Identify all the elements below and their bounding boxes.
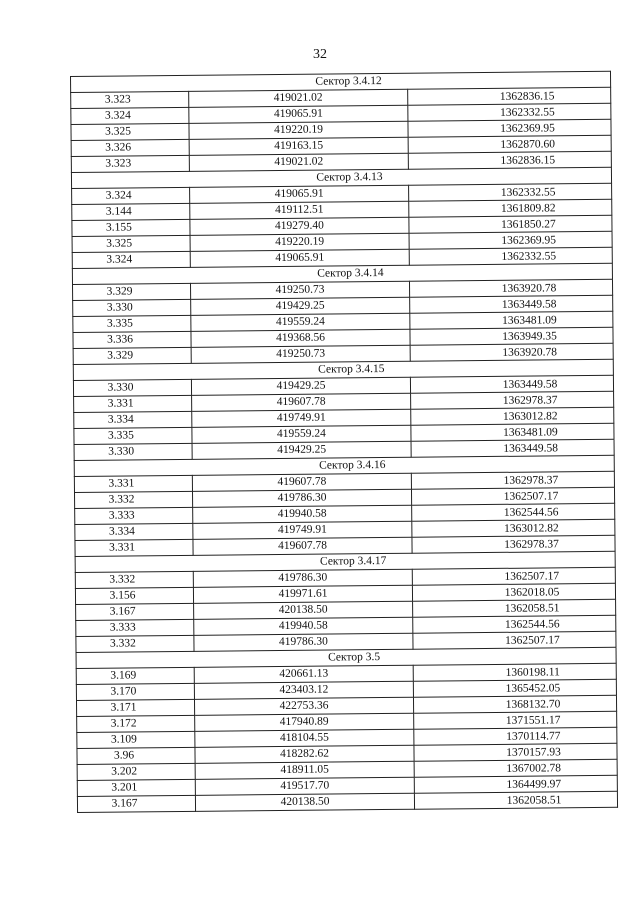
x-coordinate-cell: 423403.12	[194, 681, 413, 699]
x-coordinate-cell: 419250.73	[190, 281, 409, 299]
x-coordinate-cell: 419517.70	[195, 777, 414, 795]
y-coordinate-cell: 1362544.56	[413, 615, 616, 633]
x-coordinate-cell: 419607.78	[193, 537, 412, 555]
sector-title: Сектор 3.4.15	[73, 359, 613, 380]
x-coordinate-cell: 419971.61	[193, 585, 412, 603]
x-coordinate-cell: 419163.15	[189, 137, 408, 155]
point-number-cell: 3.325	[72, 235, 190, 252]
x-coordinate-cell: 419065.91	[189, 105, 408, 123]
point-number-cell: 3.334	[75, 523, 193, 540]
x-coordinate-cell: 419220.19	[189, 121, 408, 139]
x-coordinate-cell: 419559.24	[192, 425, 411, 443]
point-number-cell: 3.96	[77, 747, 195, 764]
point-number-cell: 3.324	[72, 251, 190, 268]
sector-title: Сектор 3.4.14	[72, 263, 612, 284]
x-coordinate-cell: 419065.91	[190, 249, 409, 267]
y-coordinate-cell: 1370157.93	[414, 743, 617, 761]
point-number-cell: 3.334	[74, 411, 192, 428]
point-number-cell: 3.202	[77, 763, 195, 780]
y-coordinate-cell: 1363449.58	[410, 375, 613, 393]
y-coordinate-cell: 1362332.55	[409, 247, 612, 265]
point-number-cell: 3.155	[72, 219, 190, 236]
x-coordinate-cell: 419429.25	[192, 441, 411, 459]
x-coordinate-cell: 418911.05	[195, 761, 414, 779]
point-number-cell: 3.331	[75, 539, 193, 556]
y-coordinate-cell: 1365452.05	[413, 679, 616, 697]
x-coordinate-cell: 419940.58	[193, 505, 412, 523]
point-number-cell: 3.323	[71, 155, 189, 172]
y-coordinate-cell: 1362058.51	[414, 791, 617, 809]
x-coordinate-cell: 419250.73	[191, 345, 410, 363]
x-coordinate-cell: 419021.02	[189, 89, 408, 107]
y-coordinate-cell: 1367002.78	[414, 759, 617, 777]
sector-title: Сектор 3.4.13	[71, 167, 611, 188]
x-coordinate-cell: 419607.78	[192, 473, 411, 491]
y-coordinate-cell: 1363449.58	[410, 295, 613, 313]
y-coordinate-cell: 1362507.17	[411, 487, 614, 505]
x-coordinate-cell: 419429.25	[191, 377, 410, 395]
sector-title: Сектор 3.4.16	[74, 455, 614, 476]
point-number-cell: 3.331	[74, 475, 192, 492]
point-number-cell: 3.332	[74, 491, 192, 508]
point-number-cell: 3.324	[71, 107, 189, 124]
point-number-cell: 3.326	[71, 139, 189, 156]
y-coordinate-cell: 1363449.58	[411, 439, 614, 457]
point-number-cell: 3.109	[77, 731, 195, 748]
point-number-cell: 3.167	[77, 795, 195, 812]
y-coordinate-cell: 1361809.82	[409, 199, 612, 217]
coordinates-table	[70, 71, 618, 813]
y-coordinate-cell: 1362978.37	[411, 391, 614, 409]
y-coordinate-cell: 1362978.37	[412, 535, 615, 553]
page-number: 32	[313, 47, 327, 62]
x-coordinate-cell: 420138.50	[195, 793, 414, 811]
y-coordinate-cell: 1362332.55	[409, 183, 612, 201]
point-number-cell: 3.332	[76, 635, 194, 652]
point-number-cell: 3.324	[72, 187, 190, 204]
y-coordinate-cell: 1362870.60	[408, 135, 611, 153]
point-number-cell: 3.156	[75, 587, 193, 604]
x-coordinate-cell: 419112.51	[190, 201, 409, 219]
x-coordinate-cell: 419749.91	[193, 521, 412, 539]
point-number-cell: 3.331	[74, 395, 192, 412]
point-number-cell: 3.333	[76, 619, 194, 636]
y-coordinate-cell: 1362836.15	[408, 151, 611, 169]
x-coordinate-cell: 420138.50	[194, 601, 413, 619]
point-number-cell: 3.333	[75, 507, 193, 524]
x-coordinate-cell: 419021.02	[189, 153, 408, 171]
coordinates-table-body	[71, 71, 618, 812]
y-coordinate-cell: 1370114.77	[414, 727, 617, 745]
point-number-cell: 3.329	[73, 283, 191, 300]
x-coordinate-cell: 422753.36	[194, 697, 413, 715]
point-number-cell: 3.171	[76, 699, 194, 716]
point-number-cell: 3.330	[73, 379, 191, 396]
y-coordinate-cell: 1362369.95	[409, 231, 612, 249]
point-number-cell: 3.144	[72, 203, 190, 220]
y-coordinate-cell: 1362058.51	[413, 599, 616, 617]
y-coordinate-cell: 1371551.17	[414, 711, 617, 729]
point-number-cell: 3.167	[76, 603, 194, 620]
y-coordinate-cell: 1362507.17	[413, 631, 616, 649]
x-coordinate-cell: 417940.89	[195, 713, 414, 731]
sector-title: Сектор 3.5	[76, 647, 616, 668]
y-coordinate-cell: 1363920.78	[410, 343, 613, 361]
x-coordinate-cell: 419786.30	[194, 633, 413, 651]
x-coordinate-cell: 419940.58	[194, 617, 413, 635]
x-coordinate-cell: 419786.30	[192, 489, 411, 507]
y-coordinate-cell: 1362369.95	[408, 119, 611, 137]
x-coordinate-cell: 419786.30	[193, 569, 412, 587]
y-coordinate-cell: 1363481.09	[411, 423, 614, 441]
y-coordinate-cell: 1363012.82	[412, 519, 615, 537]
point-number-cell: 3.336	[73, 331, 191, 348]
point-number-cell: 3.169	[76, 667, 194, 684]
y-coordinate-cell: 1362507.17	[412, 567, 615, 585]
point-number-cell: 3.330	[73, 299, 191, 316]
sector-title: Сектор 3.4.17	[75, 551, 615, 572]
y-coordinate-cell: 1362332.55	[408, 103, 611, 121]
x-coordinate-cell: 419607.78	[192, 393, 411, 411]
y-coordinate-cell: 1363949.35	[410, 327, 613, 345]
x-coordinate-cell: 419368.56	[191, 329, 410, 347]
point-number-cell: 3.332	[75, 571, 193, 588]
y-coordinate-cell: 1362018.05	[412, 583, 615, 601]
point-number-cell: 3.170	[76, 683, 194, 700]
x-coordinate-cell: 418104.55	[195, 729, 414, 747]
y-coordinate-cell: 1363481.09	[410, 311, 613, 329]
point-number-cell: 3.330	[74, 443, 192, 460]
point-number-cell: 3.172	[77, 715, 195, 732]
y-coordinate-cell: 1368132.70	[413, 695, 616, 713]
x-coordinate-cell: 419429.25	[191, 297, 410, 315]
sector-title: Сектор 3.4.12	[71, 71, 611, 92]
x-coordinate-cell: 419559.24	[191, 313, 410, 331]
point-number-cell: 3.335	[73, 315, 191, 332]
y-coordinate-cell: 1363920.78	[409, 279, 612, 297]
y-coordinate-cell: 1362836.15	[408, 87, 611, 105]
x-coordinate-cell: 419279.40	[190, 217, 409, 235]
y-coordinate-cell: 1363012.82	[411, 407, 614, 425]
point-number-cell: 3.335	[74, 427, 192, 444]
y-coordinate-cell: 1361850.27	[409, 215, 612, 233]
y-coordinate-cell: 1364499.97	[414, 775, 617, 793]
point-number-cell: 3.201	[77, 779, 195, 796]
point-number-cell: 3.329	[73, 347, 191, 364]
x-coordinate-cell: 419065.91	[190, 185, 409, 203]
x-coordinate-cell: 420661.13	[194, 665, 413, 683]
y-coordinate-cell: 1362978.37	[411, 471, 614, 489]
y-coordinate-cell: 1362544.56	[412, 503, 615, 521]
point-number-cell: 3.325	[71, 123, 189, 140]
x-coordinate-cell: 419749.91	[192, 409, 411, 427]
point-number-cell: 3.323	[71, 91, 189, 108]
x-coordinate-cell: 418282.62	[195, 745, 414, 763]
y-coordinate-cell: 1360198.11	[413, 663, 616, 681]
x-coordinate-cell: 419220.19	[190, 233, 409, 251]
